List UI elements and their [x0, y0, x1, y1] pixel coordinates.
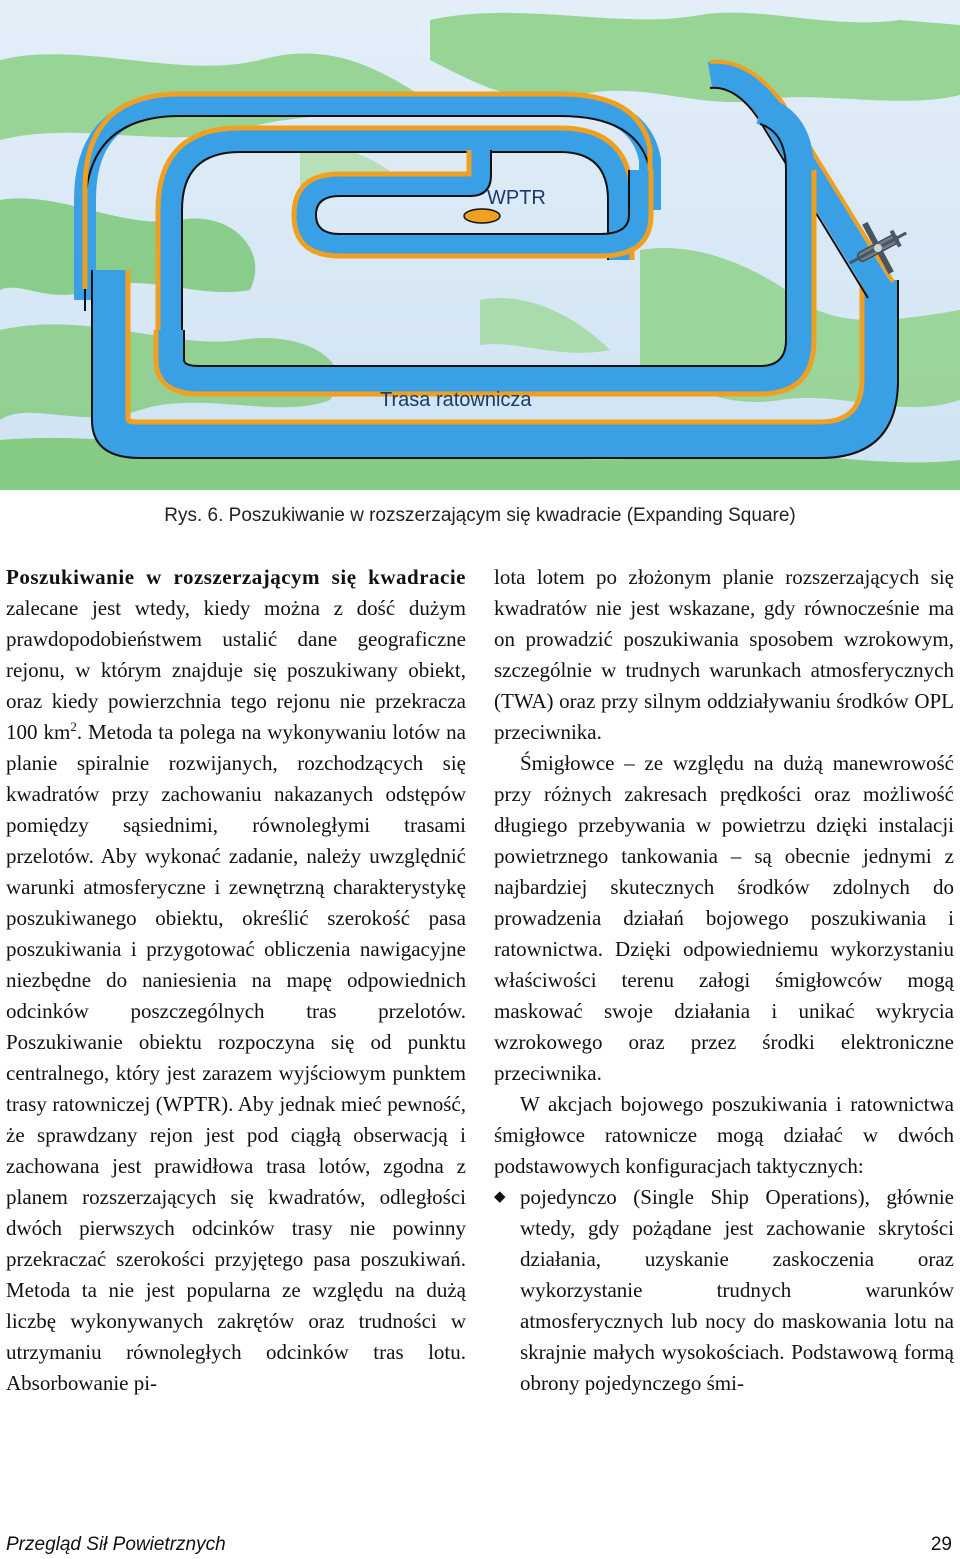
wptr-label: WPTR	[487, 187, 546, 209]
left-paragraph-text: zalecane jest wtedy, kiedy można z dość dużym prawdopodobieństwem ustalić dane geograficzne rejonu, w którym znajduje się poszukiwany obiekt, oraz kiedy powierzchnia tego rejonu nie przekracza 100 km	[6, 596, 466, 744]
expanding-square-figure	[0, 0, 960, 490]
lead-phrase: Poszukiwanie w rozszerzającym się kwadracie	[6, 565, 466, 589]
figure-caption: Rys. 6. Poszukiwanie w rozszerzającym się kwadracie (Expanding Square)	[164, 505, 796, 526]
left-column	[6, 562, 466, 1399]
wptr-point-marker	[464, 209, 500, 223]
map-illustration	[0, 0, 960, 490]
footer-magazine-title: Przegląd Sił Powietrznych	[6, 1534, 226, 1555]
right-paragraph-1: lota lotem po złożonym planie rozszerzających się kwadratów nie jest wskazane, gdy równocześnie ma on prowadzić poszukiwania sposobem wzrokowym, szczególnie w trudnych warunkach atmosferycznych (TWA) oraz przy silnym oddziaływaniu środków OPL przeciwnika.	[494, 565, 954, 744]
right-paragraph-3: W akcjach bojowego poszukiwania i ratownictwa śmigłowce ratownicze mogą działać w dwóch podstawowych konfiguracjach taktycznych:	[494, 1092, 954, 1178]
diamond-bullet-icon: ◆	[494, 1189, 506, 1205]
right-paragraph-2: Śmigłowce – ze względu na dużą manewrowość przy różnych zakresach prędkości oraz możliwość długiego przebywania w powietrzu dzięki instalacji powietrznego tankowania – są obecnie jednymi z najbardziej skutecznych środków zdolnych do prowadzenia działań bojowego poszukiwania i ratownictwa. Dzięki odpowiedniemu wykorzystaniu właściwości terenu załogi śmigłowców mogą maskować swoje działania i unikać wykrycia wzrokowego oraz przez środki elektroniczne przeciwnika.	[494, 751, 954, 1085]
superscript-2: 2	[70, 719, 77, 734]
route-label: Trasa ratownicza	[380, 389, 532, 411]
right-column	[494, 562, 954, 1399]
left-paragraph	[6, 562, 466, 1399]
footer-page-number: 29	[930, 1534, 952, 1555]
bullet-text: pojedynczo (Single Ship Operations), głównie wtedy, gdy pożądane jest zachowanie skrytości działania, uzyskanie zaskoczenia oraz wykorzystanie trudnych warunków atmosferycznych lub nocy do maskowania lotu na skrajnie małych wysokościach. Podstawową formą obrony pojedynczego śmi-	[520, 1185, 954, 1395]
left-paragraph-continuation: . Metoda ta polega na wykonywaniu lotów na planie spiralnie rozwijanych, rozchodzących się kwadratów przy zachowaniu nakazanych odstępów pomiędzy sąsiednimi, równoległymi trasami przelotów. Aby wykonać zadanie, należy uwzględnić warunki atmosferyczne i zewnętrzną charakterystykę poszukiwanego obiektu, określić szerokość pasa poszukiwania i przygotować obliczenia nawigacyjne niezbędne do naniesienia na mapę odpowiednich odcinków poszczególnych tras przelotów. Poszukiwanie obiektu rozpoczyna się od punktu centralnego, który jest zarazem wyjściowym punktem trasy ratowniczej (WPTR). Aby jednak mieć pewność, że sprawdzany rejon jest pod ciągłą obserwacją i zachowana jest prawidłowa trasa lotów, zgodna z planem rozszerzających się kwadratów, odległości dwóch pierwszych odcinków trasy nie powinny przekraczać szerokości przyjętego pasa poszukiwań. Metoda ta nie jest popularna ze względu na dużą liczbę wykonywanych zakrętów oraz trudności w utrzymaniu równoległych odcinków tras lotu. Absorbowanie pi-	[6, 720, 466, 1395]
bullet-item-single-ship	[494, 1182, 954, 1399]
